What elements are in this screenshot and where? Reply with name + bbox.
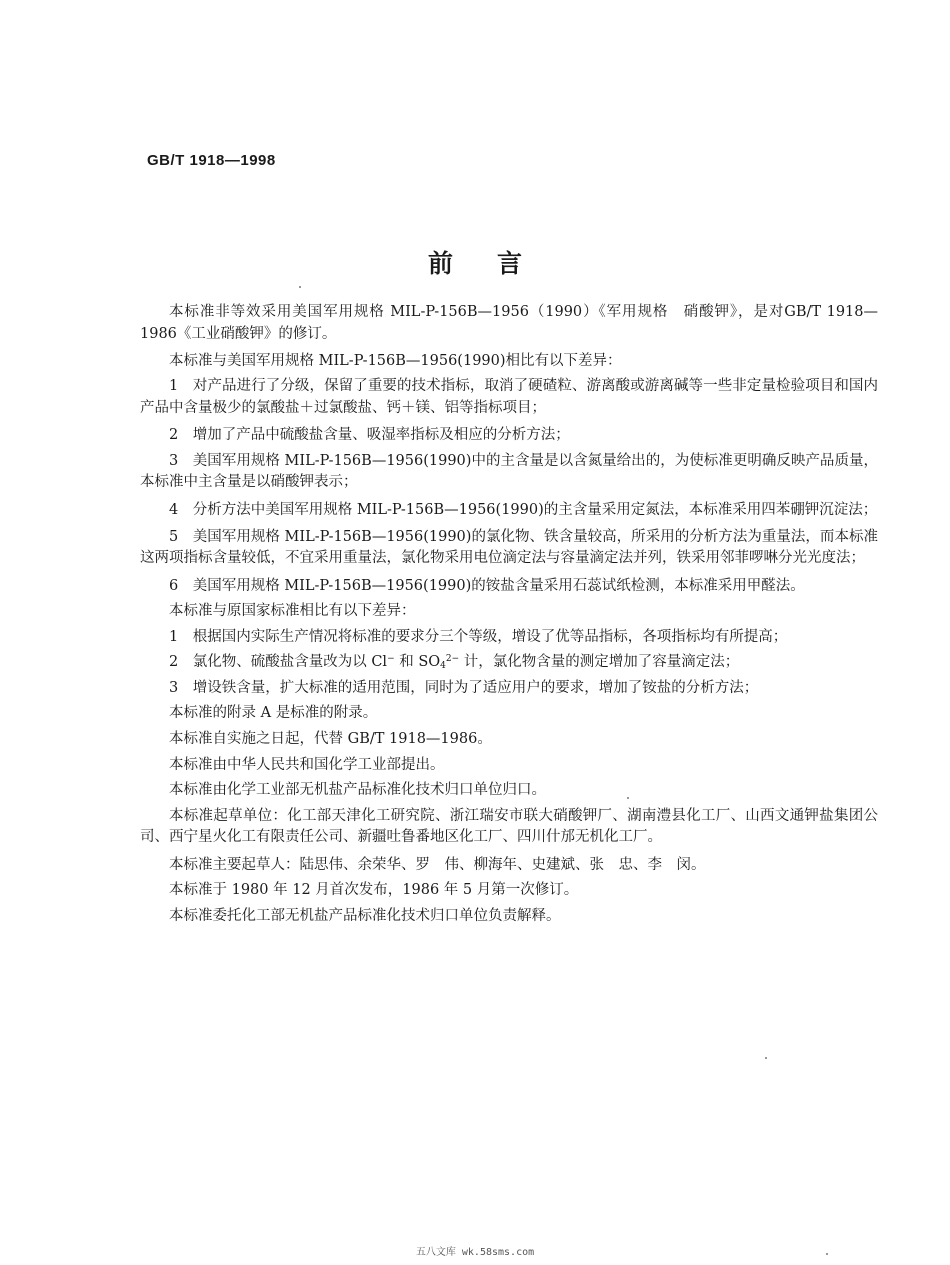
paragraph: 1 根据国内实际生产情况将标准的要求分三个等级，增设了优等品指标，各项指标均有所提高； <box>169 628 788 645</box>
paragraph: 本标准与美国军用规格 MIL-P-156B—1956(1990)相比有以下差异： <box>169 352 622 369</box>
standard-code: GB/T 1918—1998 <box>147 152 276 169</box>
scan-speck <box>627 797 629 799</box>
document-body <box>140 302 878 931</box>
paragraph: 1 对产品进行了分级，保留了重要的技术指标，取消了硬碴粒、游离酸或游离碱等一些非定量检验项目和国内产品中含量极少的氯酸盐＋过氯酸盐、钙＋镁、铝等指标项目； <box>140 378 878 416</box>
sulfate-subscript: 4 <box>440 661 446 672</box>
scan-speck <box>299 286 301 288</box>
paragraph-chloride-sulfate <box>140 652 878 674</box>
paragraph: 本标准委托化工部无机盐产品标准化技术归口单位负责解释。 <box>169 907 561 924</box>
chloride-text-middle: 和 SO <box>394 654 441 671</box>
paragraph: 本标准于 1980 年 12 月首次发布，1986 年 5 月第一次修订。 <box>169 882 579 899</box>
paragraph: 本标准非等效采用美国军用规格 MIL-P-156B—1956（1990）《军用规格 硝酸钾》，是对GB/T 1918—1986《工业硝酸钾》的修订。 <box>140 304 878 342</box>
scan-speck <box>765 1057 767 1059</box>
paragraph: 3 美国军用规格 MIL-P-156B—1956(1990)中的主含量是以含氮量给出的，为使标准更明确反映产品质量，本标准中主含量是以硝酸钾表示； <box>140 452 878 491</box>
paragraph: 本标准自实施之日起，代替 GB/T 1918—1986。 <box>169 731 492 748</box>
paragraph: 2 增加了产品中硫酸盐含量、吸湿率指标及相应的分析方法； <box>169 427 570 444</box>
paragraph: 3 增设铁含量，扩大标准的适用范围，同时为了适应用户的要求，增加了铵盐的分析方法； <box>169 679 759 696</box>
paragraph: 6 美国军用规格 MIL-P-156B—1956(1990)的铵盐含量采用石蕊试纸检测，本标准采用甲醛法。 <box>169 577 805 594</box>
page-title: 前言 <box>427 249 566 278</box>
paragraph: 本标准与原国家标准相比有以下差异： <box>169 603 416 620</box>
footer-watermark: 五八文库 wk.58sms.com <box>415 1247 535 1258</box>
paragraph: 本标准起草单位：化工部天津化工研究院、浙江瑞安市联大硝酸钾厂、湖南澧县化工厂、山西文通钾盐集团公司、西宁星火化工有限责任公司、新疆吐鲁番地区化工厂、四川什邡无机化工厂。 <box>140 807 878 846</box>
paragraph: 本标准主要起草人：陆思伟、余荣华、罗 伟、柳海年、史建斌、张 忠、李 闵。 <box>169 856 706 873</box>
chloride-text-before: 2 氯化物、硫酸盐含量改为以 Cl <box>169 654 388 671</box>
paragraph: 5 美国军用规格 MIL-P-156B—1956(1990)的氯化物、铁含量较高，所采用的分析方法为重量法，而本标准这两项指标含量较低，不宜采用重量法，氯化物采用电位滴定法与容量滴定法并列，铁采用邻菲啰啉分光光度法； <box>140 528 878 567</box>
sulfate-ion-charge: 2− <box>445 654 460 665</box>
chloride-ion-charge: − <box>387 654 395 665</box>
paragraph: 本标准的附录 A 是标准的附录。 <box>169 705 378 722</box>
chloride-text-after: 计，氯化物含量的测定增加了容量滴定法； <box>459 654 740 671</box>
paragraph: 4 分析方法中美国军用规格 MIL-P-156B—1956(1990)的主含量采用定氮法，本标准采用四苯硼钾沉淀法； <box>169 501 878 518</box>
paragraph: 本标准由化学工业部无机盐产品标准化技术归口单位归口。 <box>169 782 546 799</box>
paragraph: 本标准由中华人民共和国化学工业部提出。 <box>169 756 445 773</box>
